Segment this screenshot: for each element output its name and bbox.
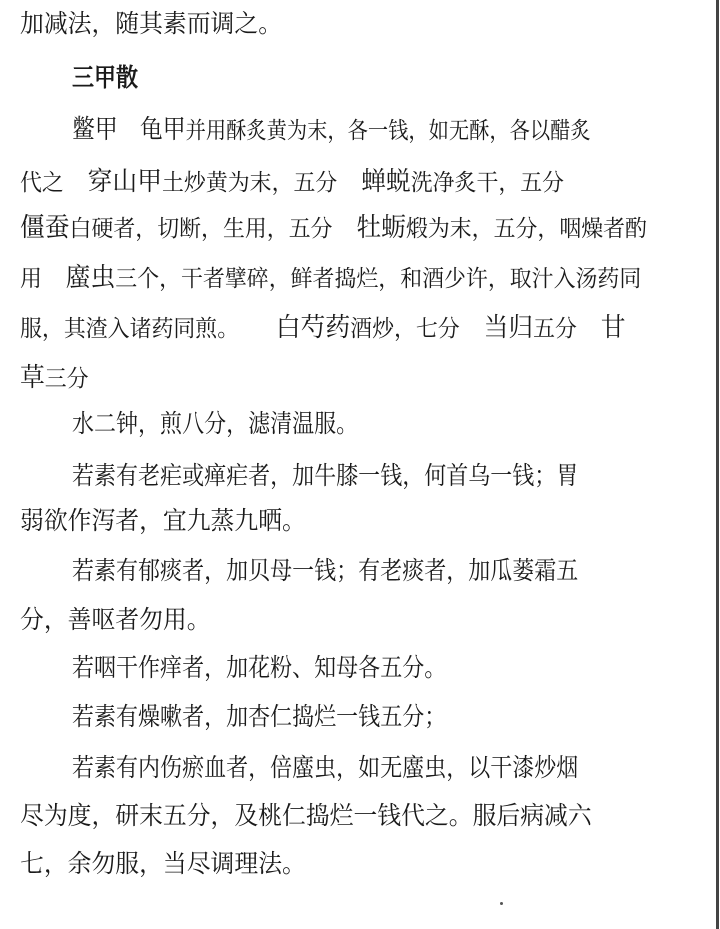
herb-note: 五分 [533,316,577,342]
herb-note: 用 [20,266,42,292]
text-line: 加减法，随其素而调之。 [20,9,283,38]
spacer [577,313,601,342]
herb-name: 当归 [483,313,534,343]
text-line: 若素有老疟或瘅疟者，加牛膝一钱，何首乌一钱；胃 [72,461,579,490]
spacer [228,313,276,342]
text-line: 若咽干作痒者，加花粉、知母各五分。 [72,653,447,682]
herb-name: 龟甲 [139,115,186,145]
text-line: 水二钟，煎八分，滤清温服。 [72,409,359,438]
herb-note: 酒炒，七分 [350,316,460,342]
text-line [20,362,706,395]
herb-name: 蝉蜕 [361,167,411,197]
herb-name: 鳖甲 [72,115,118,145]
text-line [20,212,706,245]
herb-name: 草 [20,363,45,393]
spacer [64,167,88,196]
text-line [20,262,706,295]
text-line [20,166,706,199]
text-line: 若素有内伤瘀血者，倍䗪虫，如无䗪虫，以干漆炒烟 [72,753,579,782]
spacer [337,167,361,196]
herb-note: 三个，干者擘碎，鲜者捣烂，和酒少许，取汁入汤药同 [115,266,642,292]
herb-note: 洗净炙干，五分 [410,170,565,196]
spacer [460,313,484,342]
text-line: 分，善呕者勿用。 [20,605,211,634]
text-line: 若素有燥嗽者，加杏仁捣烂一钱五分； [72,702,447,731]
text-line: 若素有郁痰者，加贝母一钱；有老痰者，加瓜蒌霜五 [72,556,579,585]
herb-name: 甘 [600,313,626,343]
herb-note: 煅为末，五分，咽燥者酌 [405,216,647,242]
herb-note: 三分 [44,366,89,392]
spacer [333,213,357,242]
spacer [118,115,140,144]
herb-name: 䗪虫 [65,263,116,293]
spacer [42,263,66,292]
herb-name: 牡蛎 [356,213,406,243]
herb-note: 并用酥炙黄为末，各一钱，如无酥，各以醋炙 [185,118,591,144]
speck-mark [500,902,503,905]
herb-note: 白硬者，切断，生用，五分 [69,216,333,242]
section-heading: 三甲散 [72,63,139,92]
text-line: 尽为度，研末五分，及桃仁捣烂一钱代之。服后病减六 [20,801,592,830]
herb-name: 穿山甲 [87,167,162,197]
herb-name: 白芍药 [275,313,351,343]
text-line: 七，余勿服，当尽调理法。 [20,849,306,878]
herb-note: 土炒黄为末，五分 [161,170,338,196]
page-edge-line [716,0,719,929]
text-line: 弱欲作泻者，宜九蒸九晒。 [20,506,306,535]
text-line [20,312,706,345]
text-line [72,114,706,147]
herb-note: 服，其渣入诸药同煎。 [20,316,229,342]
herb-note: 代之 [20,170,64,196]
herb-name: 僵蚕 [20,213,70,243]
